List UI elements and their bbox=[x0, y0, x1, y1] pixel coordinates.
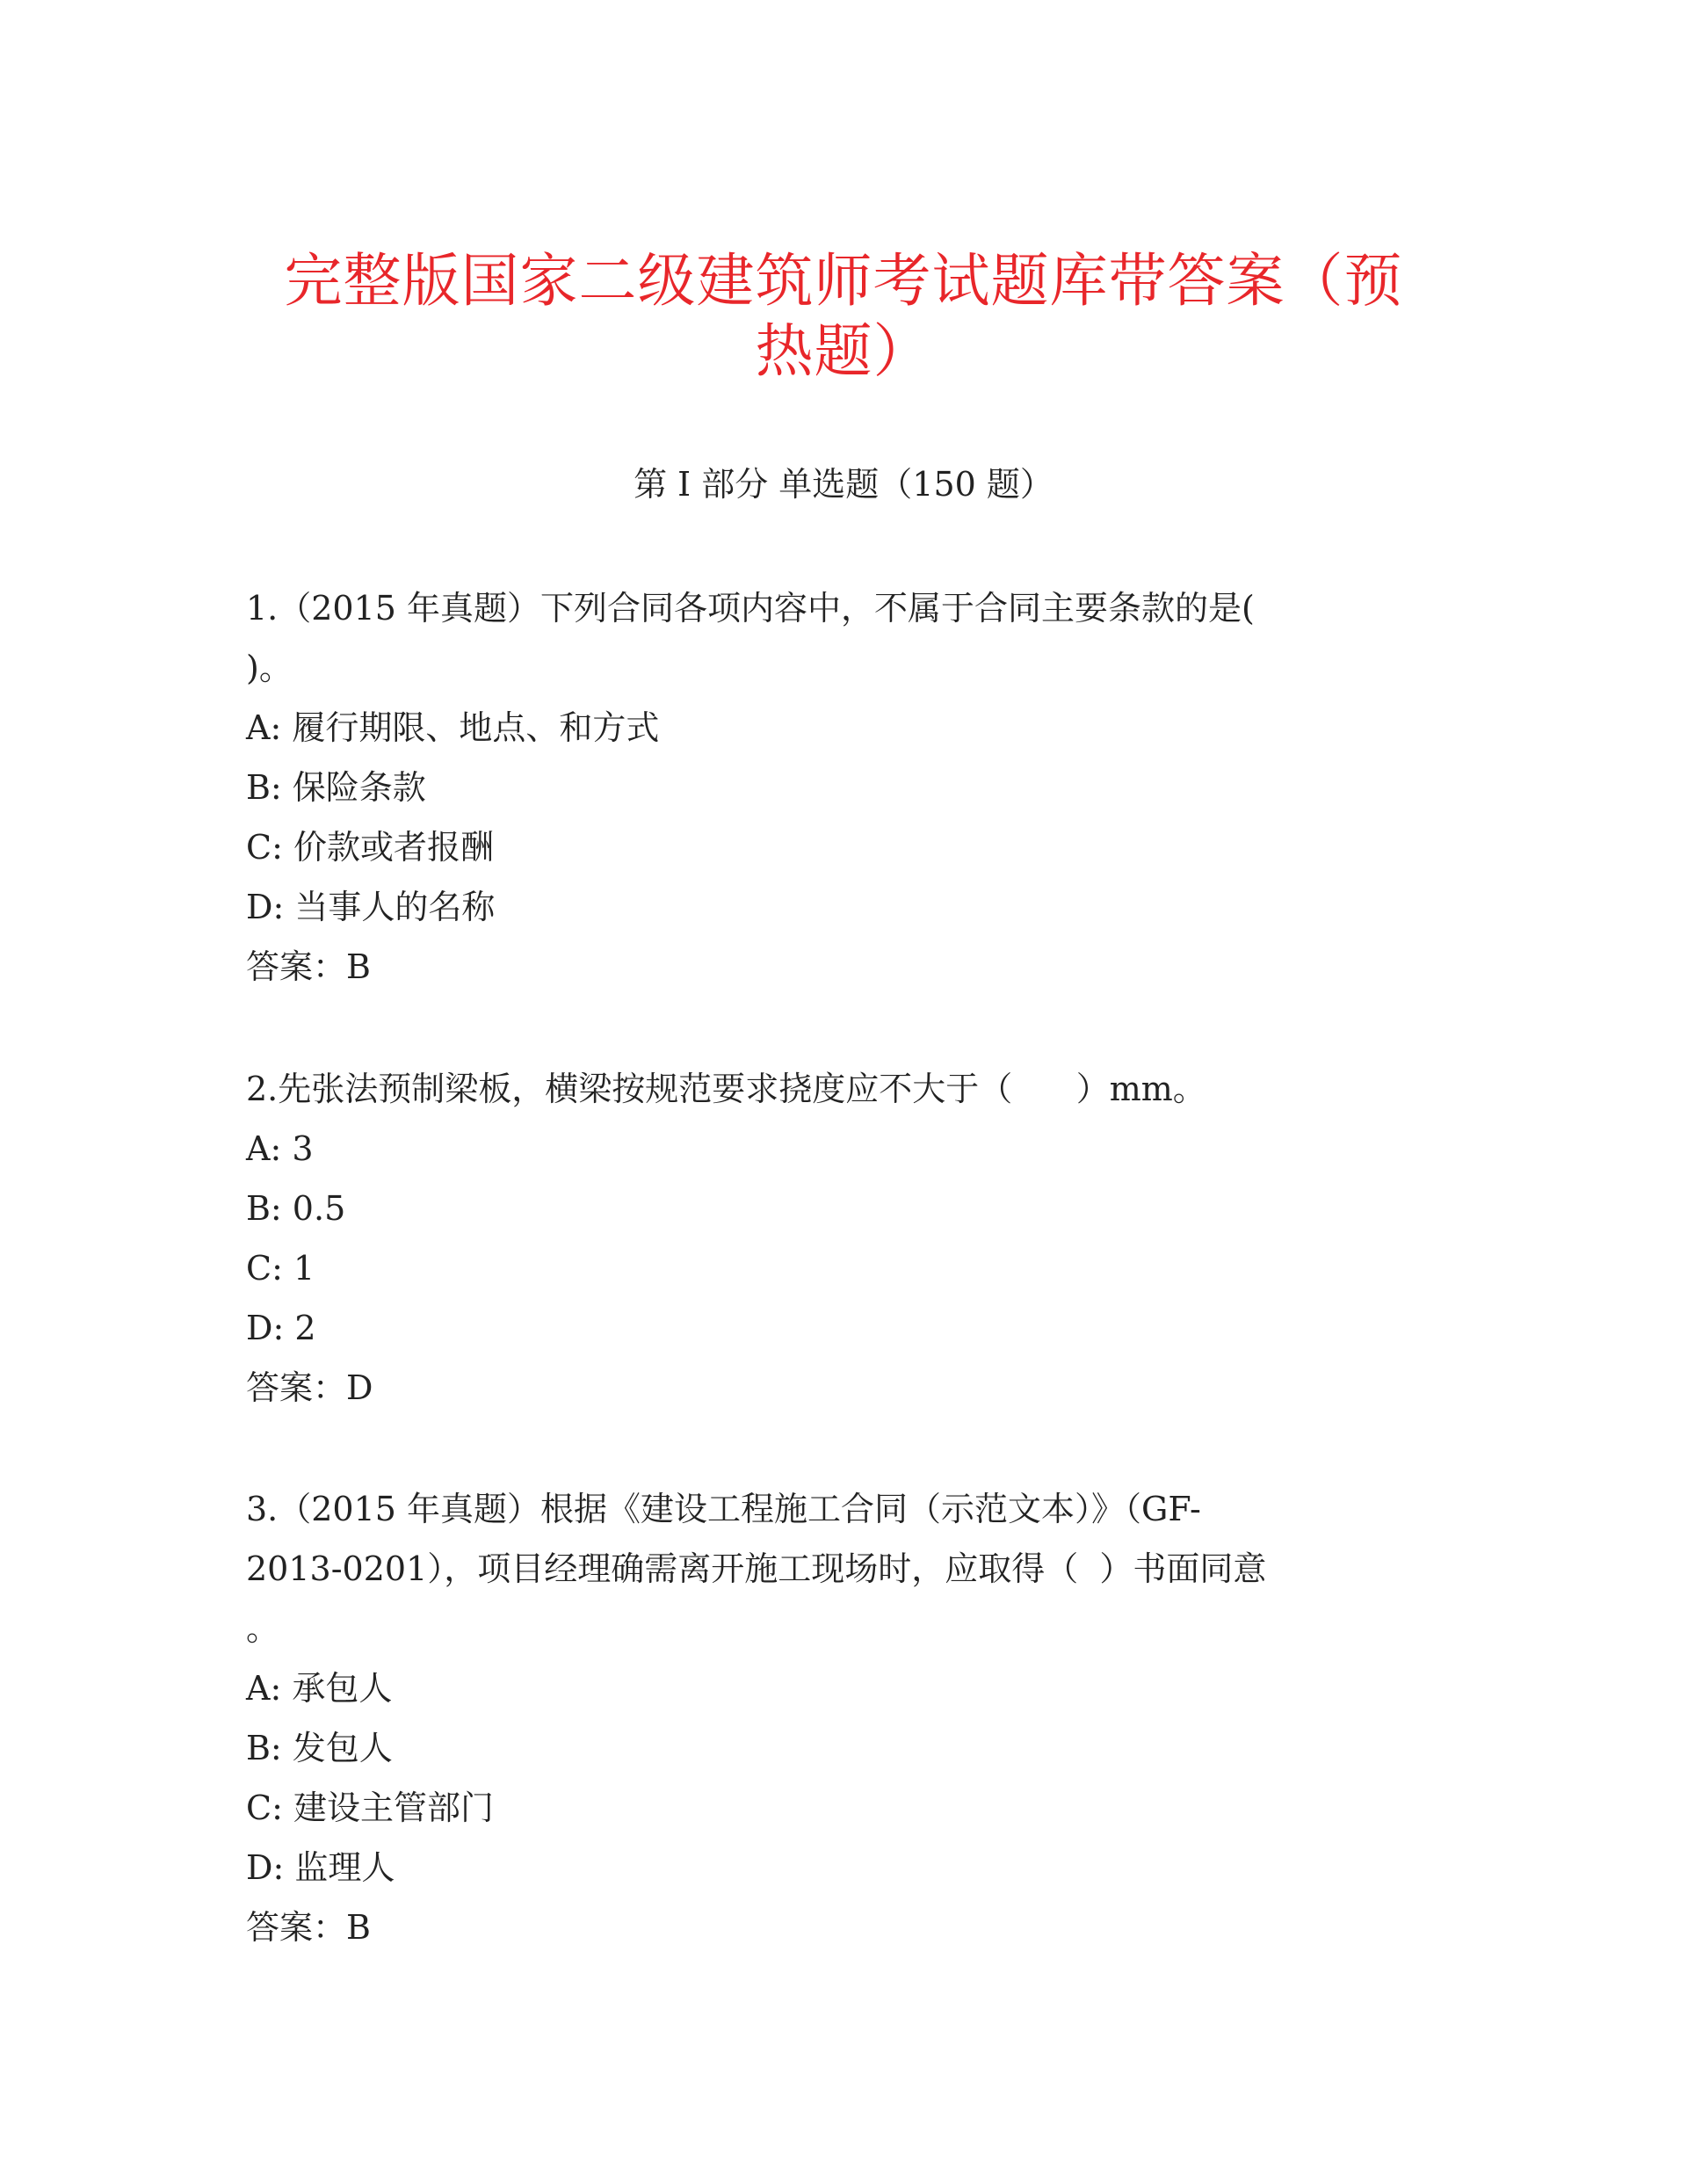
option-a: A: 3 bbox=[246, 1129, 314, 1168]
question-stem-line: 2013-0201），项目经理确需离开施工现场时，应取得（ ）书面同意 bbox=[246, 1549, 1267, 1588]
option-b: B: 0.5 bbox=[246, 1189, 346, 1228]
question-2 bbox=[246, 1059, 1415, 1418]
question-stem-line: 1.（2015 年真题）下列合同各项内容中，不属于合同主要条款的是( bbox=[246, 589, 1255, 628]
question-stem bbox=[246, 1059, 1415, 1119]
question-stem-line: 2.先张法预制梁板，横梁按规范要求挠度应不大于（ ）mm。 bbox=[246, 1070, 1206, 1108]
question-3 bbox=[246, 1479, 1415, 1957]
question-stem-line: 3.（2015 年真题）根据《建设工程施工合同（示范文本）》（GF- bbox=[246, 1490, 1201, 1528]
option-b: B: 保险条款 bbox=[246, 768, 426, 807]
answer: 答案：D bbox=[246, 1368, 373, 1407]
document-title-line-2: 热题） bbox=[755, 317, 932, 385]
document-title-line-1: 完整版国家二级建筑师考试题库带答案（预 bbox=[284, 247, 1403, 315]
option-a: A: 承包人 bbox=[246, 1669, 393, 1708]
question-stem bbox=[246, 1479, 1415, 1658]
option-a: A: 履行期限、地点、和方式 bbox=[246, 708, 660, 747]
option-d: D: 当事人的名称 bbox=[246, 888, 496, 926]
option-c: C: 建设主管部门 bbox=[246, 1789, 494, 1827]
question-stem-line: 。 bbox=[246, 1609, 280, 1648]
option-c: C: 1 bbox=[246, 1249, 315, 1288]
question-1 bbox=[246, 578, 1415, 997]
option-d: D: 监理人 bbox=[246, 1848, 395, 1887]
document-title bbox=[255, 246, 1432, 387]
question-stem bbox=[246, 578, 1415, 698]
section-heading: 第 I 部分 单选题（150 题） bbox=[634, 465, 1053, 504]
answer: 答案：B bbox=[246, 947, 371, 986]
option-c: C: 价款或者报酬 bbox=[246, 828, 494, 867]
option-d: D: 2 bbox=[246, 1309, 316, 1347]
option-b: B: 发包人 bbox=[246, 1729, 393, 1767]
question-stem-line: )。 bbox=[246, 649, 293, 687]
answer: 答案：B bbox=[246, 1908, 371, 1947]
